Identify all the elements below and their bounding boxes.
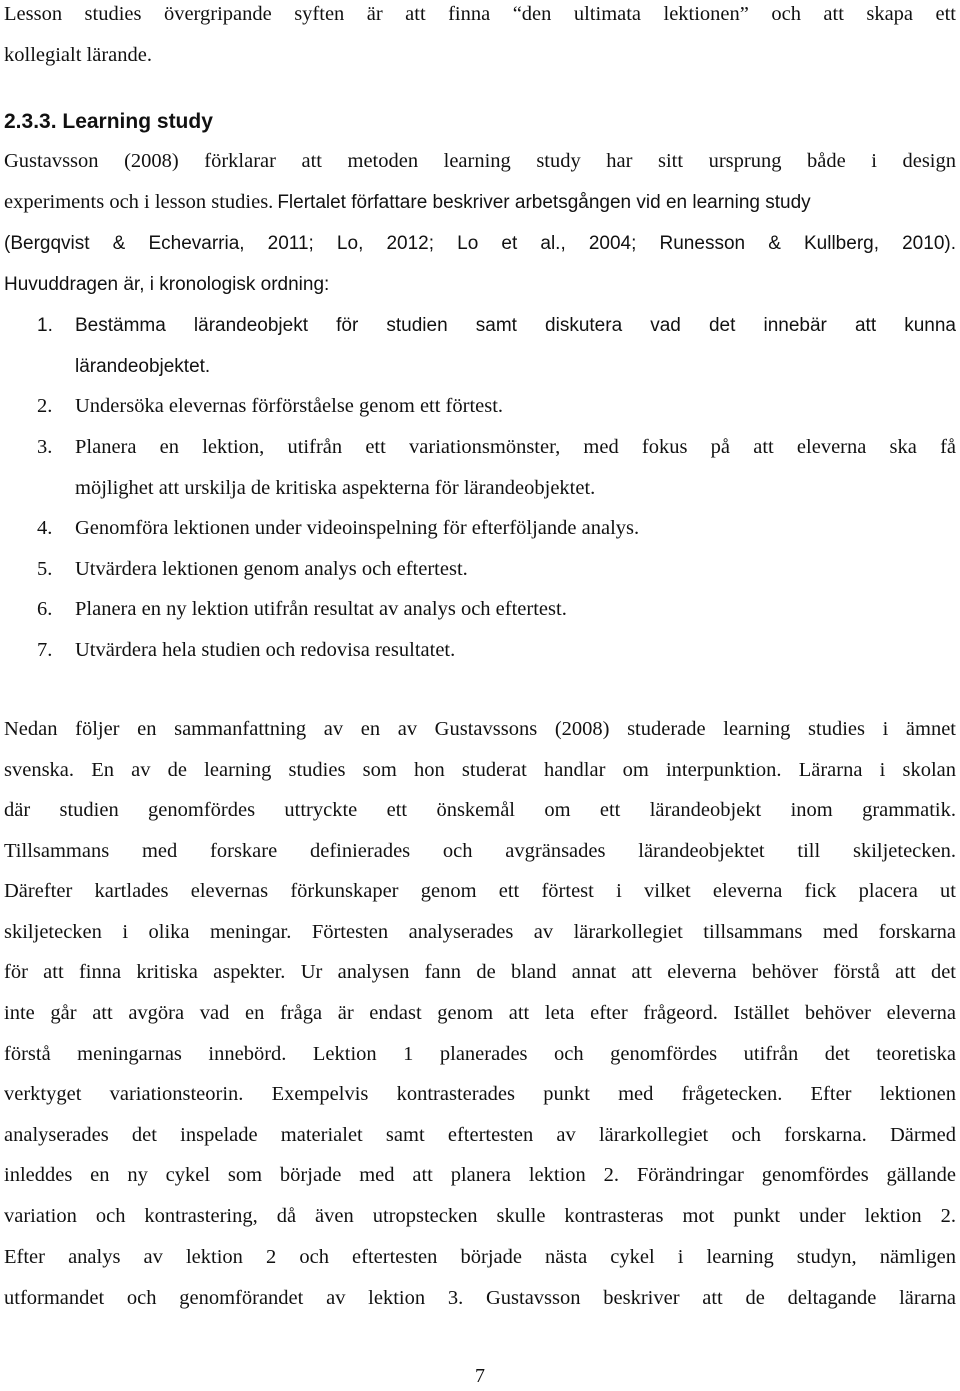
- summary-line: förstå meningarnas innebörd. Lektion 1 planerades och genomfördes utifrån det teoretiska: [4, 1043, 956, 1065]
- summary-line: skiljetecken i olika meningar. Förtesten analyserades av lärarkollegiet tillsammans med forskarna: [4, 921, 956, 943]
- summary-line: för att finna kritiska aspekter. Ur analysen fann de bland annat att eleverna behöver förstå att det: [4, 961, 956, 983]
- step-number: 2.: [37, 395, 53, 417]
- paragraph-line: Gustavsson (2008) förklarar att metoden learning study har sitt ursprung både i design: [4, 150, 956, 172]
- summary-line: inte går att avgöra vad en fråga är endast genom att leta efter frågeord. Istället behöver eleverna: [4, 1002, 956, 1024]
- step-text: Planera en ny lektion utifrån resultat av analys och eftertest.: [75, 598, 567, 620]
- paragraph-line: (Bergqvist & Echevarria, 2011; Lo, 2012; Lo et al., 2004; Runesson & Kullberg, 2010).: [4, 233, 956, 254]
- step-number: 5.: [37, 558, 53, 580]
- step-text: möjlighet att urskilja de kritiska aspekterna för lärandeobjektet.: [75, 477, 596, 499]
- summary-line: Tillsammans med forskare definierades och avgränsades lärandeobjektet till skiljetecken.: [4, 840, 956, 862]
- summary-line: verktyget variationsteorin. Exempelvis kontrasterades punkt med frågetecken. Efter lektionen: [4, 1083, 956, 1105]
- step-number: 7.: [37, 639, 53, 661]
- summary-line: variation och kontrastering, då även utropstecken skulle kontrasteras mot punkt under lektion 2.: [4, 1205, 956, 1227]
- paragraph-line-serif-part: experiments och i lesson studies.: [4, 191, 274, 213]
- summary-line: där studien genomfördes uttryckte ett önskemål om ett lärandeobjekt inom grammatik.: [4, 799, 956, 821]
- step-number: 3.: [37, 436, 53, 458]
- step-text: lärandeobjektet.: [75, 356, 211, 377]
- step-text: Genomföra lektionen under videoinspelning för efterföljande analys.: [75, 517, 640, 539]
- summary-line: Efter analys av lektion 2 och eftertesten började nästa cykel i learning studyn, nämligen: [4, 1246, 956, 1268]
- summary-line: Därefter kartlades elevernas förkunskaper genom ett förtest i vilket eleverna fick placera ut: [4, 880, 956, 902]
- paragraph-line-sans-part: Flertalet författare beskriver arbetsgången vid en learning study: [277, 192, 811, 213]
- intro-line-1: Lesson studies övergripande syften är att finna “den ultimata lektionen” och att skapa ett: [4, 3, 956, 25]
- step-number: 6.: [37, 598, 53, 620]
- step-number: 1.: [37, 315, 53, 336]
- intro-line-2: kollegialt lärande.: [4, 44, 152, 66]
- step-text: Undersöka elevernas förförståelse genom ett förtest.: [75, 395, 504, 417]
- summary-line: analyserades det inspelade materialet samt eftertesten av lärarkollegiet och forskarna. Därmed: [4, 1124, 956, 1146]
- step-number: 4.: [37, 517, 53, 539]
- step-text: Bestämma lärandeobjekt för studien samt diskutera vad det innebär att kunna: [75, 315, 956, 336]
- summary-line: utformandet och genomförandet av lektion 3. Gustavsson beskriver att de deltagande lärarna: [4, 1287, 956, 1309]
- summary-line: inleddes en ny cykel som började med att planera lektion 2. Förändringar genomfördes gällande: [4, 1164, 956, 1186]
- step-text: Utvärdera hela studien och redovisa resultatet.: [75, 639, 456, 661]
- summary-line: Nedan följer en sammanfattning av en av Gustavssons (2008) studerade learning studies i ämnet: [4, 718, 956, 740]
- paragraph-line-mixed: [4, 182, 956, 223]
- step-text: Utvärdera lektionen genom analys och eftertest.: [75, 558, 468, 580]
- paragraph-line: Huvuddragen är, i kronologisk ordning:: [4, 274, 330, 295]
- summary-line: svenska. En av de learning studies som hon studerat handlar om interpunktion. Lärarna i skolan: [4, 759, 956, 781]
- step-text: Planera en lektion, utifrån ett variationsmönster, med fokus på att eleverna ska få: [75, 436, 956, 458]
- page-number: 7: [475, 1365, 485, 1387]
- section-heading: 2.3.3. Learning study: [4, 110, 213, 133]
